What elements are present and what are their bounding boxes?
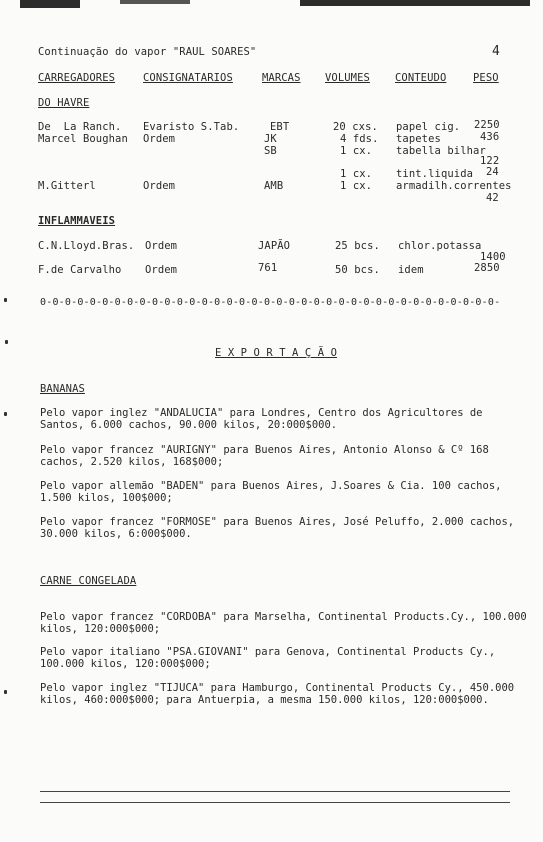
havre-row-5-consignee: Ordem: [143, 180, 176, 192]
separator-line: 0-0-0-0-0-0-0-0-0-0-0-0-0-0-0-0-0-0-0-0-0-0-0-0-0-0-0-0-0-0-0-0-0-0-0-0-0-: [40, 297, 501, 308]
havre-row-1-shipper: De La Ranch.: [38, 121, 122, 133]
havre-row-4-weight: 24: [486, 166, 499, 178]
banana-entry-2: Pelo vapor francez "AURIGNY" para Buenos Aires, Antonio Alonso & Cº 168 cachos, 2.520 kilos, 168$000;: [40, 444, 489, 468]
havre-row-1-content: papel cig.: [396, 121, 461, 133]
havre-row-2-content: tapetes: [396, 133, 441, 145]
havre-row-2-weight: 436: [480, 131, 500, 143]
infl-row-1-shipper: C.N.Lloyd.Bras.: [38, 240, 135, 252]
havre-row-3-content: tabella bilhar: [396, 145, 486, 157]
col-consignatarios: CONSIGNATARIOS: [143, 72, 233, 84]
margin-speck-4: [4, 690, 7, 694]
bottom-rule-2: [40, 802, 510, 803]
page-number: 4: [492, 44, 500, 59]
carne-entry-1: Pelo vapor francez "CORDOBA" para Marselha, Continental Products.Cy., 100.000 kilos, 120:000$000;: [40, 611, 527, 635]
infl-row-1-weight: 1400: [480, 251, 506, 263]
infl-row-2-shipper: F.de Carvalho: [38, 264, 122, 276]
havre-row-1-weight: 2250: [474, 119, 500, 131]
bottom-rule-1: [40, 791, 510, 792]
scan-edge-right: [300, 0, 530, 6]
havre-row-5-shipper: M.Gitterl: [38, 180, 96, 192]
col-carregadores: CARREGADORES: [38, 72, 116, 84]
exportacao-title: E X P O R T A Ç Ã O: [215, 347, 338, 359]
havre-row-5-volume: 1 cx.: [340, 180, 373, 192]
carne-entry-3: Pelo vapor inglez "TIJUCA" para Hamburgo, Continental Products Cy., 450.000 kilos, 460:000$000; para Antuerpia, a mesma 150.000 kilos, 120:000$000.: [40, 682, 515, 706]
infl-row-2-weight: 2850: [474, 262, 500, 274]
infl-row-1-mark: JAPÃO: [258, 240, 291, 252]
section-bananas-heading: BANANAS: [40, 383, 85, 395]
havre-row-2-volume: 4 fds.: [340, 133, 379, 145]
havre-row-2-shipper: Marcel Boughan: [38, 133, 128, 145]
banana-entry-4: Pelo vapor francez "FORMOSE" para Buenos Aires, José Peluffo, 2.000 cachos, 30.000 kilos, 6:000$000.: [40, 516, 515, 540]
havre-row-3-weight: 122: [480, 155, 500, 167]
infl-row-1-consignee: Ordem: [145, 240, 178, 252]
infl-row-1-volume: 25 bcs.: [335, 240, 380, 252]
margin-speck-2: [5, 340, 8, 344]
margin-speck-3: [4, 412, 7, 416]
col-volumes: VOLUMES: [325, 72, 370, 84]
havre-row-1-consignee: Evaristo S.Tab.: [143, 121, 240, 133]
carne-entry-2: Pelo vapor italiano "PSA.GIOVANI" para Genova, Continental Products Cy., 100.000 kilos, 120:000$000;: [40, 646, 496, 670]
col-conteudo: CONTEUDO: [395, 72, 447, 84]
havre-row-5-weight: 42: [486, 192, 499, 204]
banana-entry-3: Pelo vapor allemão "BADEN" para Buenos Aires, J.Soares & Cia. 100 cachos, 1.500 kilos, 100$000;: [40, 480, 502, 504]
infl-row-1-content: chlor.potassa: [398, 240, 482, 252]
havre-row-3-mark: SB: [264, 145, 277, 157]
continuation-line: Continuação do vapor "RAUL SOARES": [38, 46, 257, 58]
havre-row-5-mark: AMB: [264, 180, 284, 192]
havre-row-1-mark: EBT: [270, 121, 290, 133]
infl-row-2-mark: 761: [258, 262, 278, 274]
havre-row-2-consignee: Ordem: [143, 133, 176, 145]
infl-row-2-consignee: Ordem: [145, 264, 178, 276]
havre-row-5-content: armadilh.correntes: [396, 180, 512, 192]
col-peso: PESO: [473, 72, 499, 84]
scan-edge-mid: [120, 0, 190, 4]
section-havre-heading: DO HAVRE: [38, 97, 90, 109]
havre-row-1-volume: 20 cxs.: [333, 121, 378, 133]
margin-speck-1: [4, 298, 7, 302]
infl-row-2-volume: 50 bcs.: [335, 264, 380, 276]
havre-row-3-volume: 1 cx.: [340, 145, 373, 157]
section-inflammaveis-heading: INFLAMMAVEIS: [38, 215, 116, 227]
havre-row-2-mark: JK: [264, 133, 277, 145]
banana-entry-1: Pelo vapor inglez "ANDALUCIA" para Londres, Centro dos Agricultores de Santos, 6.000 cachos, 90.000 kilos, 20:000$000.: [40, 407, 483, 431]
scan-edge-left: [20, 0, 80, 8]
havre-row-4-content: tint.liquida: [396, 168, 474, 180]
havre-row-4-volume: 1 cx.: [340, 168, 373, 180]
section-carne-heading: CARNE CONGELADA: [40, 575, 137, 587]
infl-row-2-content: idem: [398, 264, 424, 276]
col-marcas: MARCAS: [262, 72, 301, 84]
